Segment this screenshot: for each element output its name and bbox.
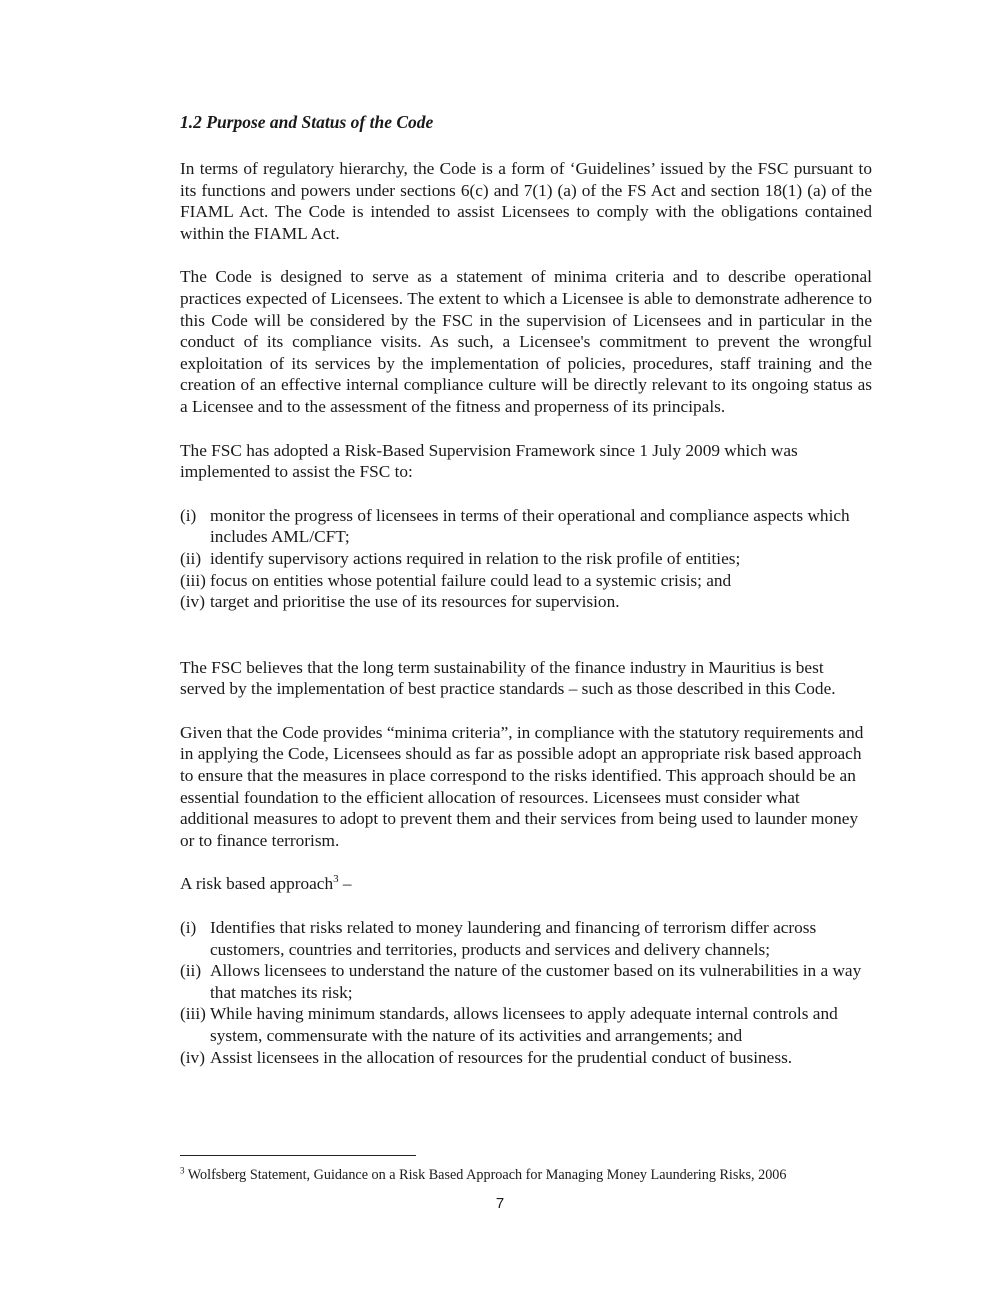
list-item-text: focus on entities whose potential failure could lead to a systemic crisis; and — [210, 570, 732, 590]
list-item-number: (ii) — [180, 548, 202, 568]
page-number: 7 — [495, 1195, 505, 1212]
footnote — [180, 1166, 900, 1184]
list-item-text: identify supervisory actions required in relation to the risk profile of entities; — [210, 548, 741, 568]
list-item-text: While having minimum standards, allows licensees to apply adequate internal controls and system, commensurate with the nature of its activities and arrangements; and — [210, 1004, 838, 1045]
list-item-number: (i) — [180, 918, 197, 938]
list-item-text: Assist licensees in the allocation of resources for the prudential conduct of business. — [210, 1047, 793, 1067]
paragraph-minima-criteria: The Code is designed to serve as a statement of minima criteria and to describe operational practices expected of Licensees. The extent to which a Licensee is able to demonstrate adherence to this Code will be considered by the FSC in the supervision of Licensees and in particular in the conduct of its compliance visits. As such, a Licensee's commitment to prevent the wrongful exploitation of its services by the implementation of policies, procedures, staff training and the creation of an effective internal compliance culture will be directly relevant to its ongoing status as a Licensee and to the assessment of the fitness and properness of its principals. — [180, 267, 872, 416]
list-item-number: (i) — [180, 505, 197, 525]
list-item-number: (ii) — [180, 961, 202, 981]
footnote-marker: 3 — [180, 1165, 185, 1176]
approach-intro-text: A risk based approach — [180, 874, 334, 894]
list-item-text: Identifies that risks related to money laundering and financing of terrorism differ across customers, countries and territories, products and services and delivery channels; — [210, 918, 817, 959]
footnote-divider — [180, 1155, 416, 1156]
list-item — [180, 1003, 872, 1046]
list-item — [180, 917, 872, 960]
approach-intro-dash: – — [338, 874, 352, 894]
framework-objectives-list — [180, 505, 872, 613]
paragraph-regulatory-hierarchy: In terms of regulatory hierarchy, the Code is a form of ‘Guidelines’ issued by the FSC pursuant to its functions and powers under sections 6(c) and 7(1) (a) of the FS Act and section 18(1) (a) of the FIAML Act. The Code is intended to assist Licensees to comply with the obligations contained within the FIAML Act. — [180, 159, 872, 243]
paragraph-sustainability: The FSC believes that the long term sustainability of the finance industry in Mauritius is best served by the implementation of best practice standards – such as those described in this Code. — [180, 657, 836, 699]
list-item — [180, 548, 872, 570]
list-item — [180, 591, 872, 613]
list-item-number: (iv) — [180, 1047, 205, 1067]
list-item — [180, 505, 872, 548]
page-body — [180, 110, 872, 1090]
list-item-number: (iv) — [180, 592, 205, 612]
paragraph-risk-based-approach: Given that the Code provides “minima criteria”, in compliance with the statutory requirements and in applying the Code, Licensees should as far as possible adopt an appropriate risk based approach to ensure that the measures in place correspond to the risks identified. This approach should be an essential foundation to the efficient allocation of resources. Licensees must consider what additional measures to adopt to prevent them and their services from being used to launder money or to finance terrorism. — [180, 722, 864, 850]
list-item — [180, 1047, 872, 1069]
paragraph-risk-based-framework: The FSC has adopted a Risk-Based Supervision Framework since 1 July 2009 which was implemented to assist the FSC to: — [180, 440, 798, 482]
footnote-reference[interactable]: 3 — [333, 873, 339, 886]
list-item — [180, 570, 872, 592]
risk-approach-list — [180, 917, 872, 1068]
paragraph-approach-intro — [180, 873, 872, 895]
footnote-text: Wolfsberg Statement, Guidance on a Risk Based Approach for Managing Money Laundering Risks, 2006 — [184, 1167, 787, 1183]
list-item-text: monitor the progress of licensees in terms of their operational and compliance aspects which includes AML/CFT; — [210, 505, 850, 547]
list-item-text: Allows licensees to understand the nature of the customer based on its vulnerabilities in a way that matches its risk; — [210, 961, 862, 1002]
list-item-text: target and prioritise the use of its resources for supervision. — [210, 592, 620, 612]
section-heading: 1.2 Purpose and Status of the Code — [180, 112, 434, 132]
list-item — [180, 960, 872, 1003]
list-item-number: (iii) — [180, 1004, 206, 1024]
list-item-number: (iii) — [180, 570, 206, 590]
